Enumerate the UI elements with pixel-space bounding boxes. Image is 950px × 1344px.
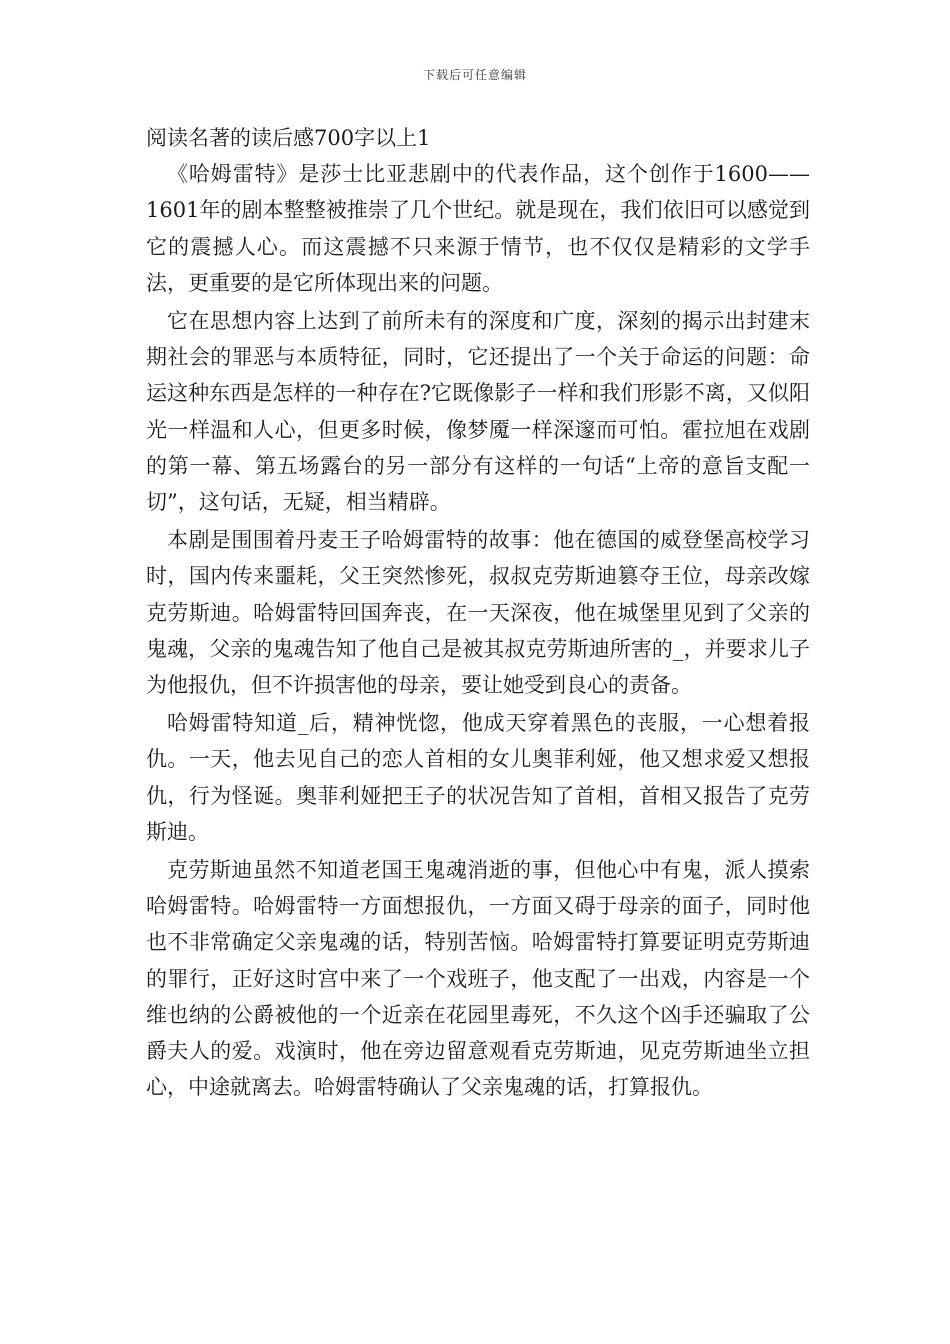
paragraph-4: 哈姆雷特知道_后，精神恍惚，他成天穿着黑色的丧服，一心想着报仇。一天，他去见自己的恋人首相的女儿奥菲利娅，他又想求爱又想报仇，行为怪诞。奥菲利娅把王子的状况告知了首相，首相又报告了克劳斯迪。 [146,711,810,844]
paragraph-2: 它在思想内容上达到了前所未有的深度和广度，深刻的揭示出封建末期社会的罪恶与本质特征，同时，它还提出了一个关于命运的问题：命运这种东西是怎样的一种存在?它既像影子一样和我们形影不离，又似阳光一样温和人心，但更多时候，像梦魇一样深邃而可怕。霍拉旭在戏剧的第一幕、第五场露台的另一部分有这样的一句话“上帝的意旨支配一切”，这句话，无疑，相当精辟。 [146,309,810,515]
document-title: 阅读名著的读后感700字以上1 [146,126,431,150]
paragraph-3: 本剧是围围着丹麦王子哈姆雷特的故事：他在德国的威登堡高校学习时，国内传来噩耗，父王突然惨死，叔叔克劳斯迪篡夺王位，母亲改嫁克劳斯迪。哈姆雷特回国奔丧，在一天深夜，他在城堡里见到了父亲的鬼魂，父亲的鬼魂告知了他自己是被其叔克劳斯迪所害的_，并要求儿子为他报仇，但不许损害他的母亲，要让她受到良心的责备。 [146,528,810,698]
page-header [0,66,950,83]
paragraph-1: 《哈姆雷特》是莎士比亚悲剧中的代表作品，这个创作于1600——1601年的剧本整整被推崇了几个世纪。就是现在，我们依旧可以感觉到它的震撼人心。而这震撼不只来源于情节，也不仅仅是精彩的文学手法，更重要的是它所体现出来的问题。 [146,162,810,295]
header-text: 下载后可任意编辑 [422,68,527,82]
document-body [146,120,810,1105]
paragraph-5: 克劳斯迪虽然不知道老国王鬼魂消逝的事，但他心中有鬼，派人摸索哈姆雷特。哈姆雷特一方面想报仇，一方面又碍于母亲的面子，同时他也不非常确定父亲鬼魂的话，特别苦恼。哈姆雷特打算要证明克劳斯迪的罪行，正好这时宫中来了一个戏班子，他支配了一出戏，内容是一个维也纳的公爵被他的一个近亲在花园里毒死，不久这个凶手还骗取了公爵夫人的爱。戏演时，他在旁边留意观看克劳斯迪，见克劳斯迪坐立担心，中途就离去。哈姆雷特确认了父亲鬼魂的话，打算报仇。 [146,858,810,1100]
